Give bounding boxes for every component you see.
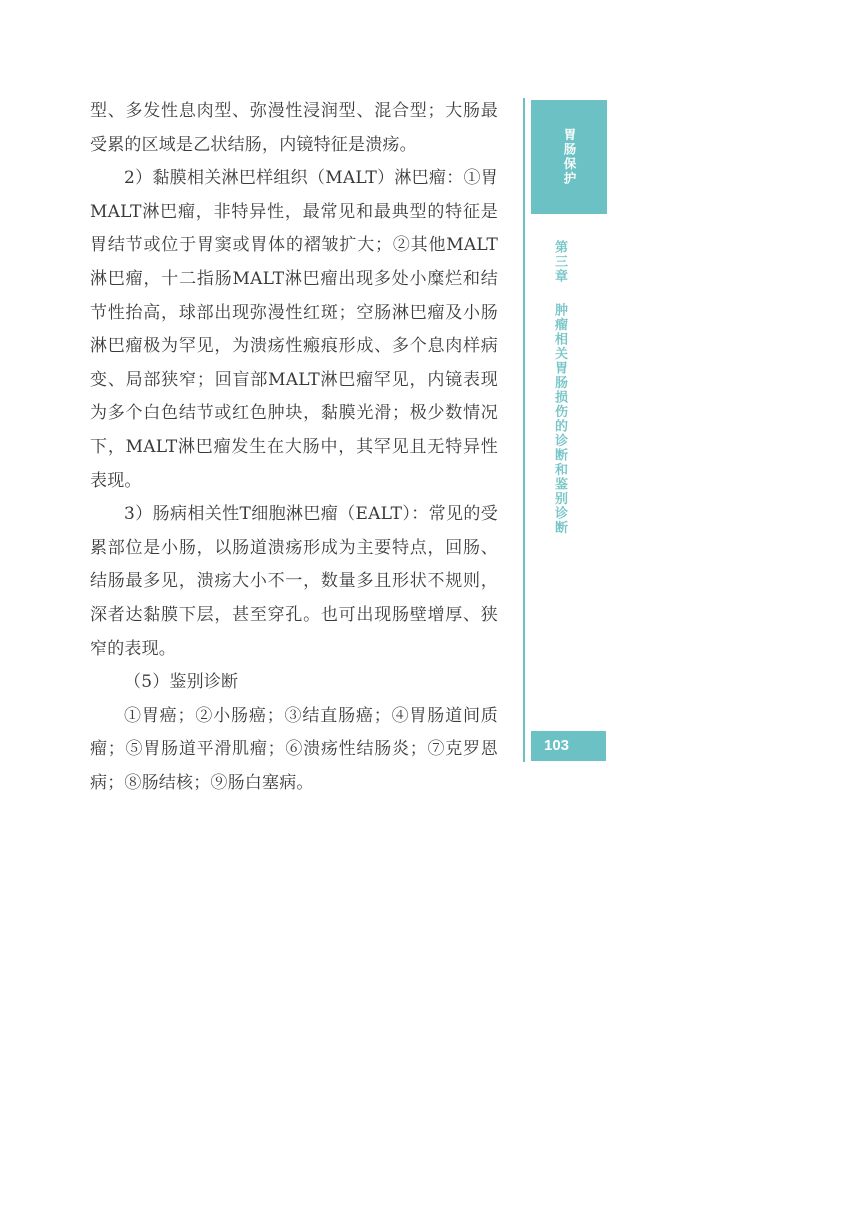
paragraph: 型、多发性息肉型、弥漫性浸润型、混合型；大肠最受累的区域是乙状结肠，内镜特征是溃疡。 [90, 101, 498, 155]
series-title: 胃肠保护 [562, 128, 577, 186]
chapter-title: 肿瘤相关胃肠损伤的诊断和鉴别诊断 [552, 302, 567, 535]
sidebar-rule [523, 98, 525, 762]
page-number-badge [531, 731, 606, 761]
paragraph: ①胃癌；②小肠癌；③结直肠癌；④胃肠道间质瘤；⑤胃肠道平滑肌瘤；⑥溃疡性结肠炎；⑦克罗恩病；⑧肠结核；⑨肠白塞病。 [90, 705, 498, 793]
series-title-box [531, 100, 607, 214]
body-text [90, 95, 498, 800]
paragraph: 3）肠病相关性T细胞淋巴瘤（EALT）：常见的受累部位是小肠，以肠道溃疡形成为主要特点，回肠、结肠最多见，溃疡大小不一，数量多且形状不规则，深者达黏膜下层，甚至穿孔。也可出现肠壁增厚、狭窄的表现。 [90, 504, 498, 659]
chapter-number: 第三章 [552, 240, 567, 284]
paragraph: （5）鉴别诊断 [124, 672, 239, 693]
paragraph: 2）黏膜相关淋巴样组织（MALT）淋巴瘤：①胃MALT淋巴瘤，非特异性，最常见和最典型的特征是胃结节或位于胃窦或胃体的褶皱扩大；②其他MALT淋巴瘤，十二指肠MALT淋巴瘤出现多处小糜烂和结节性抬高，球部出现弥漫性红斑；空肠淋巴瘤及小肠淋巴瘤极为罕见，为溃疡性瘢痕形成、多个息肉样病变、局部狭窄；回盲部MALT淋巴瘤罕见，内镜表现为多个白色结节或红色肿块，黏膜光滑；极少数情况下，MALT淋巴瘤发生在大肠中，其罕见且无特异性表现。 [90, 168, 498, 491]
chapter-heading [550, 240, 569, 540]
page-number: 103 [544, 737, 570, 754]
